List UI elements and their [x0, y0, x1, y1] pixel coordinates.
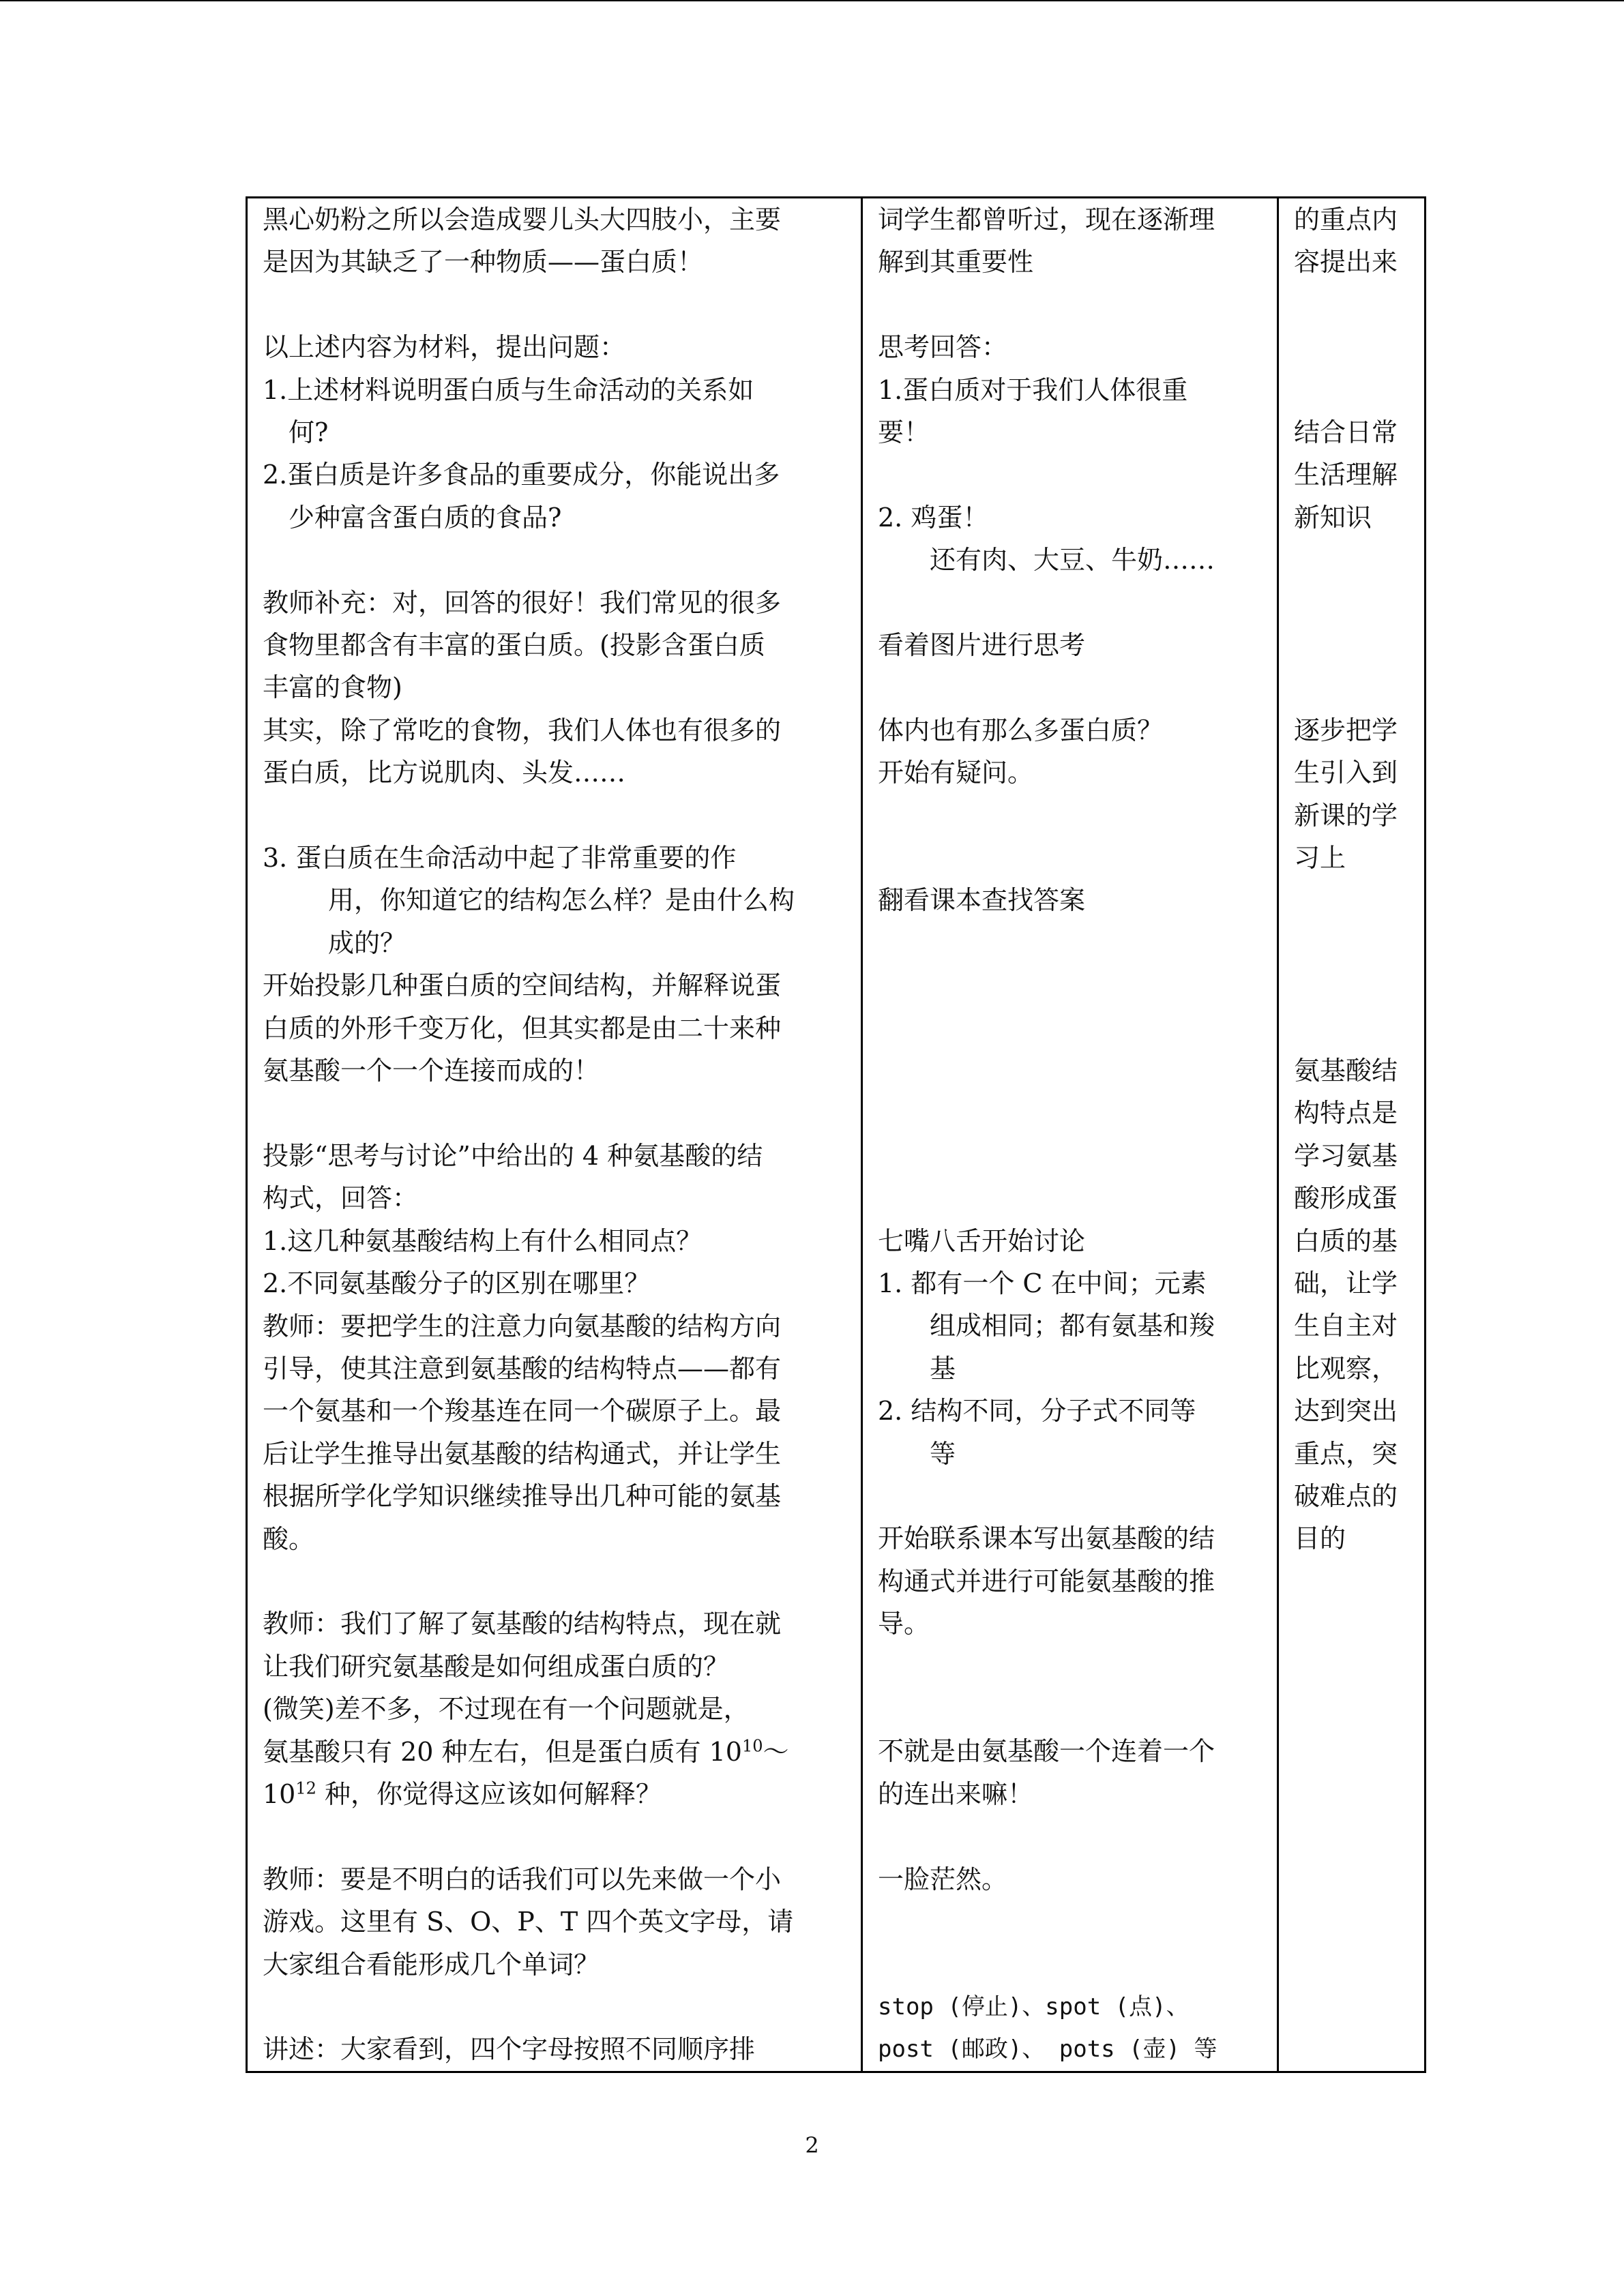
text-line: 根据所学化学知识继续推导出几种可能的氨基	[263, 1481, 782, 1512]
text-line: 破难点的	[1294, 1481, 1398, 1512]
text-line: 体内也有那么多蛋白质？	[878, 715, 1164, 745]
table-row	[247, 198, 1426, 2072]
text-line: 教师：我们了解了氨基酸的结构特点，现在就	[263, 1609, 782, 1639]
text-line: 基	[930, 1353, 956, 1384]
text-line: 成的？	[328, 927, 407, 958]
text-line: 氨基酸一个一个连接而成的！	[263, 1056, 600, 1086]
text-line: 引导，使其注意到氨基酸的结构特点——都有	[263, 1353, 782, 1384]
question-3: 3. 蛋白质在生命活动中起了非常重要的作	[263, 843, 737, 874]
discussion-answer-1: 1. 都有一个 C 在中间；元素	[878, 1268, 1207, 1298]
question-2: 2.蛋白质是许多食品的重要成分，你能说出多	[263, 460, 780, 490]
text-line: 翻看课本查找答案	[878, 885, 1086, 916]
word-list-line: stop (停止)、spot (点)、	[878, 1993, 1190, 2021]
text-line	[263, 1773, 848, 1815]
text-line: 构式，回答：	[263, 1183, 419, 1214]
text-line: 讲述：大家看到，四个字母按照不同顺序排	[263, 2034, 756, 2065]
discussion-question-1: 1.这几种氨基酸结构上有什么相同点？	[263, 1225, 703, 1256]
text-line: 白质的外形千变万化，但其实都是由二十来种	[263, 1013, 782, 1043]
design-intent-cell	[1278, 198, 1426, 2072]
text-line: 开始投影几种蛋白质的空间结构，并解释说蛋	[263, 970, 782, 1001]
text-line: 构特点是	[1294, 1098, 1398, 1129]
discussion-question-2: 2.不同氨基酸分子的区别在哪里？	[263, 1268, 651, 1299]
text-line: 用，你知道它的结构怎么样？是由什么构	[328, 885, 795, 916]
text-line: 结合日常	[1294, 417, 1398, 447]
student-activity-cell	[862, 198, 1278, 2072]
text-line: 思考回答：	[878, 332, 1008, 363]
page-number: 2	[805, 2132, 819, 2158]
text-line: 以上述内容为材料，提出问题：	[263, 332, 626, 363]
text-line: 容提出来	[1294, 247, 1398, 278]
page-top-border	[0, 0, 1624, 1]
text-line: 何?	[289, 417, 329, 448]
text-line: 投影“思考与讨论”中给出的 4 种氨基酸的结	[263, 1140, 763, 1171]
text-line: 的重点内	[1294, 205, 1398, 235]
text-line: 达到突出	[1294, 1396, 1398, 1427]
word-list-line: post (邮政)、 pots (壶) 等	[878, 2036, 1217, 2063]
text-line: 游戏。这里有 S、O、P、T 四个英文字母，请	[263, 1907, 794, 1937]
text-line: 导。	[878, 1609, 930, 1639]
text-line	[263, 1731, 848, 1773]
text-line: 生引入到	[1294, 758, 1398, 788]
text-line: 学习氨基	[1294, 1140, 1398, 1171]
text-line: 白质的基	[1294, 1225, 1398, 1256]
text-line: 开始联系课本写出氨基酸的结	[878, 1523, 1215, 1554]
text-line: 比观察，	[1294, 1353, 1398, 1384]
text-line: 习上	[1294, 842, 1346, 873]
text-line: 还有肉、大豆、牛奶……	[930, 545, 1215, 576]
text-line: 开始有疑问。	[878, 758, 1034, 788]
text-line: 看着图片进行思考	[878, 630, 1086, 661]
text-line: 一脸茫然。	[878, 1864, 1008, 1894]
text-line: 重点，突	[1294, 1438, 1398, 1469]
text-line: 的连出来嘛！	[878, 1778, 1034, 1809]
exponent: 10	[741, 1735, 763, 1755]
answer-1: 1.蛋白质对于我们人体很重	[878, 374, 1188, 405]
text-line: 氨基酸结	[1294, 1055, 1398, 1086]
text-line: 后让学生推导出氨基酸的结构通式，并让学生	[263, 1438, 782, 1469]
question-1: 1.上述材料说明蛋白质与生命活动的关系如	[263, 374, 754, 405]
text-line: 大家组合看能形成几个单词？	[263, 1949, 600, 1980]
text-line: 生活理解	[1294, 460, 1398, 490]
text-line: 构通式并进行可能氨基酸的推	[878, 1566, 1215, 1596]
text-line: 蛋白质，比方说肌肉、头发……	[263, 758, 626, 788]
text-line: 酸形成蛋	[1294, 1183, 1398, 1214]
text-line: 食物里都含有丰富的蛋白质。(投影含蛋白质	[263, 630, 765, 661]
text-line: 不就是由氨基酸一个连着一个	[878, 1736, 1215, 1767]
discussion-answer-2: 2. 结构不同，分子式不同等	[878, 1396, 1196, 1427]
text-line: 组成相同；都有氨基和羧	[930, 1311, 1215, 1341]
text-fragment: 10	[263, 1778, 296, 1809]
text-fragment: 氨基酸只有 20 种左右，但是蛋白质有 10	[263, 1736, 742, 1767]
exponent: 12	[295, 1778, 316, 1798]
text-line: 是因为其缺乏了一种物质——蛋白质！	[263, 247, 704, 278]
text-line: 七嘴八舌开始讨论	[878, 1225, 1086, 1256]
text-line: 教师：要把学生的注意力向氨基酸的结构方向	[263, 1311, 782, 1341]
text-line: 新课的学	[1294, 800, 1398, 831]
answer-2: 2. 鸡蛋！	[878, 502, 989, 533]
text-line: 其实，除了常吃的食物，我们人体也有很多的	[263, 715, 782, 745]
text-line: 丰富的食物)	[263, 672, 402, 703]
text-line: 新知识	[1294, 502, 1372, 533]
text-line: 让我们研究氨基酸是如何组成蛋白质的？	[263, 1651, 730, 1682]
text-line: 一个氨基和一个羧基连在同一个碳原子上。最	[263, 1396, 782, 1427]
text-line: 逐步把学	[1294, 715, 1398, 745]
text-line: 酸。	[263, 1523, 315, 1554]
text-fragment: ～	[763, 1736, 789, 1767]
text-line: 教师：要是不明白的话我们可以先来做一个小	[263, 1864, 782, 1894]
text-line: 教师补充：对，回答的很好！我们常见的很多	[263, 587, 782, 618]
lesson-plan-table	[246, 196, 1426, 2073]
text-line: 等	[930, 1438, 956, 1469]
text-line: 目的	[1294, 1523, 1346, 1554]
text-line: (微笑)差不多，不过现在有一个问题就是，	[263, 1694, 750, 1725]
text-line: 少种富含蛋白质的食品?	[289, 502, 562, 533]
text-line: 生自主对	[1294, 1311, 1398, 1341]
text-line: 词学生都曾听过，现在逐渐理	[878, 205, 1215, 235]
text-line: 础，让学	[1294, 1268, 1398, 1298]
teacher-activity-cell	[247, 198, 862, 2072]
text-line: 要！	[878, 417, 930, 448]
text-fragment: 种，你觉得这应该如何解释？	[316, 1778, 662, 1809]
text-line: 解到其重要性	[878, 247, 1034, 278]
text-line: 黑心奶粉之所以会造成婴儿头大四肢小，主要	[263, 205, 782, 235]
